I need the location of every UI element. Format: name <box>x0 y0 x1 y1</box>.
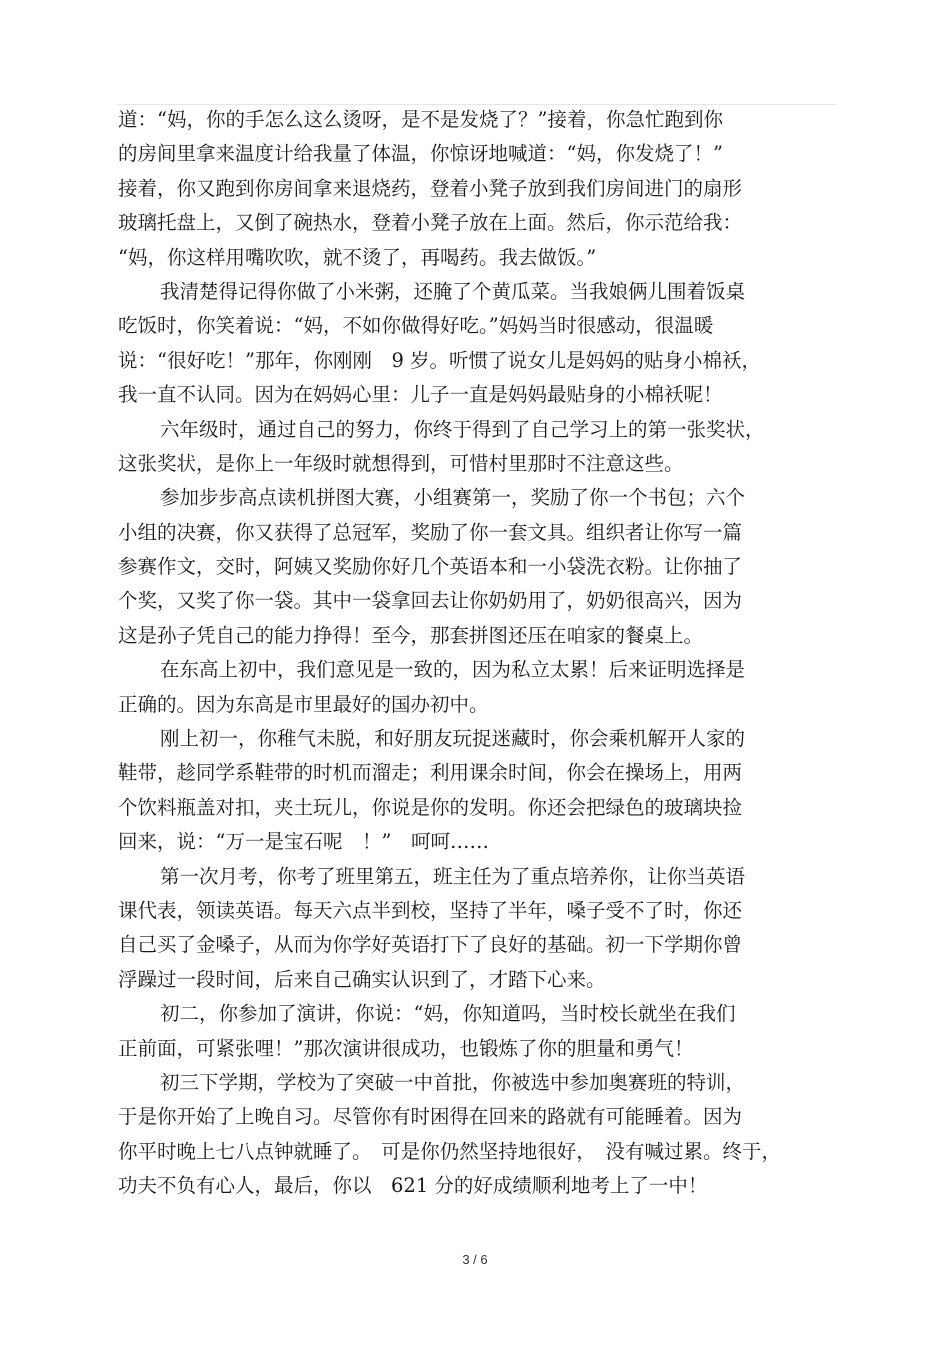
text-line: “妈，你这样用嘴吹吹，就不烫了，再喝药。我去做饭。” <box>118 245 597 269</box>
text-line: 初三下学期，学校为了突破一中首批，你被选中参加奥赛班的特训， <box>160 1070 746 1094</box>
text-line: 参加步步高点读机拼图大赛，小组赛第一，奖励了你一个书包；六个 <box>160 486 746 510</box>
text-line: 吃饭时，你笑着说：“妈，不如你做得好吃。”妈妈当时很感动，很温暖 <box>118 314 714 338</box>
text-line: 正确的。因为东高是市里最好的国办初中。 <box>118 692 489 716</box>
text-line: 我清楚得记得你做了小米粥，还腌了个黄瓜菜。当我娘俩儿围着饭桌 <box>160 279 746 303</box>
text-line: 的房间里拿来温度计给我量了体温，你惊讶地喊道：“妈，你发烧了！” <box>118 142 723 166</box>
text-line: 小组的决赛，你又获得了总冠军，奖励了你一套文具。组织者让你写一篇 <box>118 520 743 544</box>
text-line: 正前面，可紧张哩！”那次演讲很成功，也锻炼了你的胆量和勇气！ <box>118 1036 694 1060</box>
text-line: 接着，你又跑到你房间拿来退烧药，登着小凳子放到我们房间进门的扇形 <box>118 176 743 200</box>
text-line: 浮躁过一段时间，后来自己确实认识到了，才踏下心来。 <box>118 967 606 991</box>
text-line: 说：“很好吃！”那年，你刚刚 9 岁。听惯了说女儿是妈妈的贴身小棉袄， <box>118 348 762 372</box>
text-line: 在东高上初中，我们意见是一致的，因为私立太累！后来证明选择是 <box>160 658 746 682</box>
document-body <box>118 103 838 1204</box>
text-line: 功夫不负有心人，最后，你以 621 分的好成绩顺利地考上了一中！ <box>118 1174 708 1198</box>
text-line: 刚上初一，你稚气未脱，和好朋友玩捉迷藏时，你会乘机解开人家的 <box>160 727 746 751</box>
text-line: 个奖，又奖了你一袋。其中一袋拿回去让你奶奶用了，奶奶很高兴，因为 <box>118 589 743 613</box>
text-line: 鞋带，趁同学系鞋带的时机而溜走；利用课余时间，你会在操场上，用两 <box>118 761 743 785</box>
text-line: 第一次月考，你考了班里第五，班主任为了重点培养你，让你当英语 <box>160 864 746 888</box>
text-line: 这张奖状，是你上一年级时就想得到，可惜村里那时不注意这些。 <box>118 451 684 475</box>
text-line: 初二，你参加了演讲，你说：“妈，你知道吗，当时校长就坐在我们 <box>160 1002 736 1026</box>
text-line: 你平时晚上七八点钟就睡了。 可是你仍然坚持地很好， 没有喊过累。终于， <box>118 1139 782 1163</box>
page-number: 3 / 6 <box>462 1252 488 1267</box>
text-line: 这是孙子凭自己的能力挣得！至今，那套拼图还压在咱家的餐桌上。 <box>118 623 704 647</box>
text-line: 课代表，领读英语。每天六点半到校，坚持了半年，嗓子受不了时，你还 <box>118 898 743 922</box>
text-line: 回来，说：“万一是宝石呢 ！” 呵呵…… <box>118 830 489 854</box>
text-line: 自己买了金嗓子，从而为你学好英语打下了良好的基础。初一下学期你曾 <box>118 933 743 957</box>
text-line: 六年级时，通过自己的努力，你终于得到了自己学习上的第一张奖状， <box>160 417 765 441</box>
text-line: 玻璃托盘上，又倒了碗热水，登着小凳子放在上面。然后，你示范给我： <box>118 211 743 235</box>
text-line: 参赛作文，交时，阿姨又奖励你好几个英语本和一小袋洗衣粉。让你抽了 <box>118 555 743 579</box>
text-line: 个饮料瓶盖对扣，夹土玩儿，你说是你的发明。你还会把绿色的玻璃块捡 <box>118 795 743 819</box>
text-line: 我一直不认同。因为在妈妈心里：儿子一直是妈妈最贴身的小棉袄呢！ <box>118 383 723 407</box>
text-line: 于是你开始了上晚自习。尽管你有时困得在回来的路就有可能睡着。因为 <box>118 1105 743 1129</box>
text-line: 道：“妈，你的手怎么这么烫呀，是不是发烧了？”接着，你急忙跑到你 <box>118 108 723 131</box>
